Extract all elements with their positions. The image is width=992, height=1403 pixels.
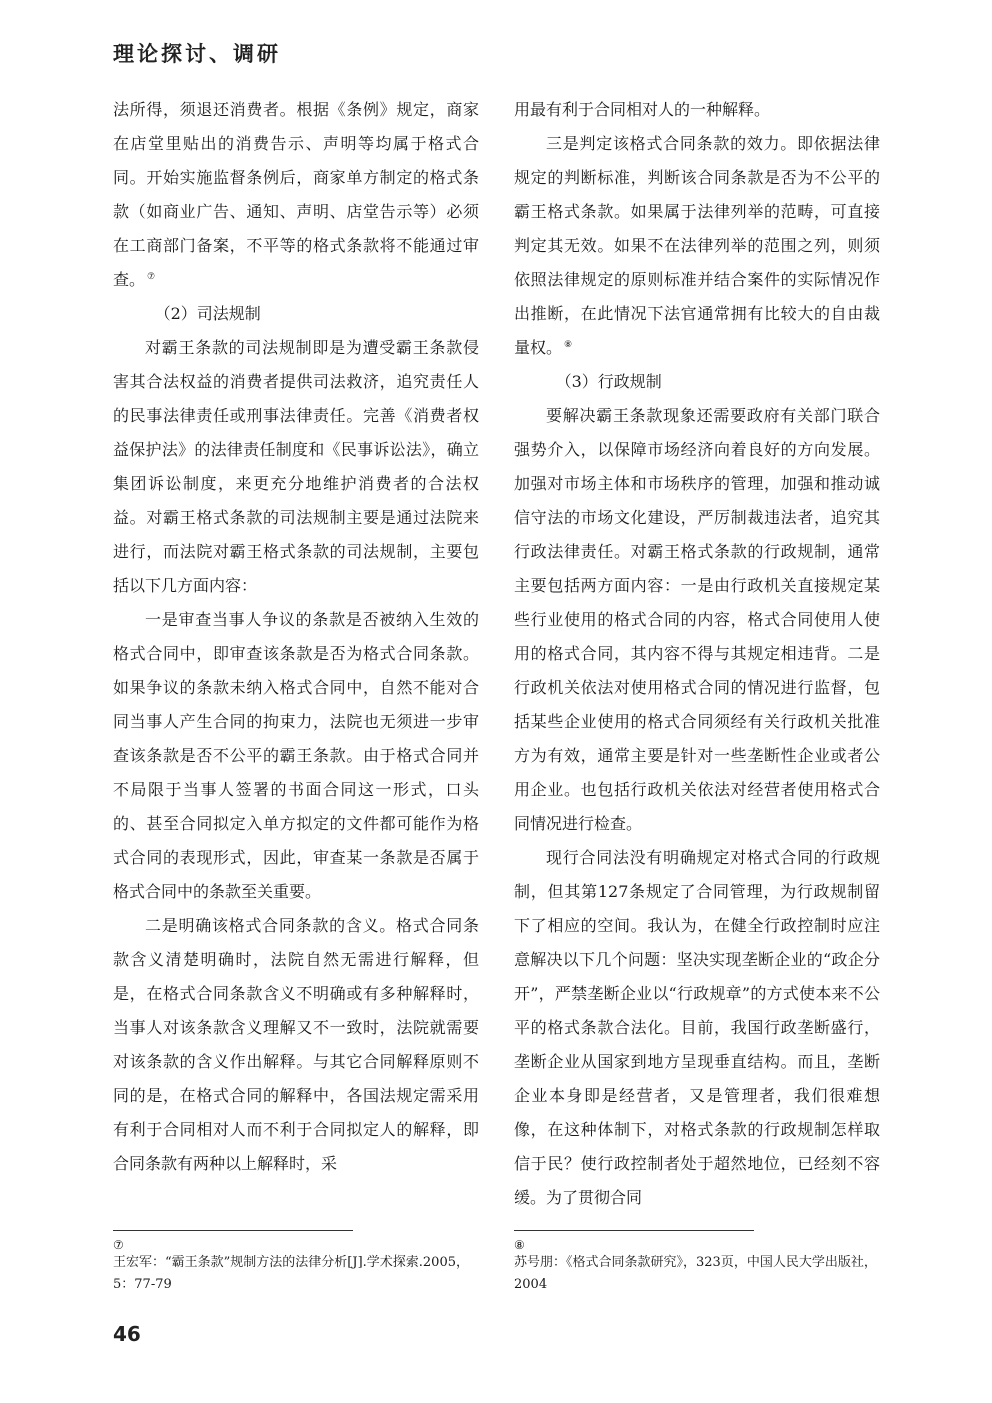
right-column [514,93,880,1215]
footnote-text: 王宏军：“霸王条款”规制方法的法律分析[J].学术探索.2005，5：77-79 [113,1255,469,1292]
footnote-divider [514,1230,754,1231]
section-heading: （3）行政规制 [555,372,662,391]
paragraph: 现行合同法没有明确规定对格式合同的行政规制，但其第127条规定了合同管理，为行政规制留下了相应的空间。我认为，在健全行政控制时应注意解决以下几个问题：坚决实现垄断企业的“政企分开”，严禁垄断企业以“行政规章”的方式使本来不公平的格式条款合法化。目前，我国行政垄断盛行，垄断企业从国家到地方呈现垂直结构。而且，垄断企业本身即是经营者，又是管理者，我们很难想像，在这种体制下，对格式条款的行政规制怎样取信于民？使行政控制者处于超然地位，已经刻不容缓。为了贯彻合同 [514,848,880,1207]
footnote-right [514,1238,880,1296]
paragraph [113,93,479,297]
footnote-marker: ⑧ [564,339,573,350]
paragraph-text: 法所得，须退还消费者。根据《条例》规定，商家在店堂里贴出的消费告示、声明等均属于格式合同。开始实施监督条例后，商家单方制定的格式条款（如商业广告、通知、声明、店堂告示等）必须在工商部门备案，不平等的格式条款将不能通过审查。 [113,100,479,289]
footnote-marker: ⑧ [514,1238,525,1252]
page-number: 46 [113,1322,141,1346]
paragraph: 用最有利于合同相对人的一种解释。 [514,100,771,119]
paragraph: 一是审查当事人争议的条款是否被纳入生效的格式合同中，即审查该条款是否为格式合同条款。如果争议的条款未纳入格式合同中，自然不能对合同当事人产生合同的拘束力，法院也无须进一步审查该条款是否不公平的霸王条款。由于格式合同并不局限于当事人签署的书面合同这一形式，口头的、甚至合同拟定入单方拟定的文件都可能作为格式合同的表现形式，因此，审查某一条款是否属于格式合同中的条款至关重要。 [113,610,479,901]
left-column [113,93,479,1181]
paragraph-text: 三是判定该格式合同条款的效力。即依据法律规定的判断标准，判断该合同条款是否为不公平的霸王格式条款。如果属于法律列举的范畴，可直接判定其无效。如果不在法律列举的范围之列，则须依照法律规定的原则标准并结合案件的实际情况作出推断，在此情况下法官通常拥有比较大的自由裁量权。 [514,134,880,357]
paragraph: 要解决霸王条款现象还需要政府有关部门联合强势介入，以保障市场经济向着良好的方向发展。加强对市场主体和市场秩序的管理，加强和推动诚信守法的市场文化建设，严厉制裁违法者，追究其行政法律责任。对霸王格式条款的行政规制，通常主要包括两方面内容：一是由行政机关直接规定某些行业使用的格式合同的内容，格式合同使用人使用的格式合同，其内容不得与其规定相违背。二是行政机关依法对使用格式合同的情况进行监督，包括某些企业使用的格式合同须经有关行政机关批准方为有效，通常主要是针对一些垄断性企业或者公用企业。也包括行政机关依法对经营者使用格式合同情况进行检查。 [514,406,880,833]
footnote-text: 苏号朋：《格式合同条款研究》，323页，中国人民大学出版社，2004 [514,1255,877,1292]
paragraph: 二是明确该格式合同条款的含义。格式合同条款含义清楚明确时，法院自然无需进行解释，但是，在格式合同条款含义不明确或有多种解释时，当事人对该条款含义理解又不一致时，法院就需要对该条款的含义作出解释。与其它合同解释原则不同的是，在格式合同的解释中，各国法规定需采用有利于合同相对人而不利于合同拟定人的解释，即合同条款有两种以上解释时，采 [113,916,479,1173]
section-heading: （2）司法规制 [154,304,261,323]
footnote-marker: ⑦ [113,1238,124,1252]
footnote-marker: ⑦ [147,271,156,282]
footnote-divider [113,1230,353,1231]
paragraph: 对霸王条款的司法规制即是为遭受霸王条款侵害其合法权益的消费者提供司法救济，追究责任人的民事法律责任或刑事法律责任。完善《消费者权益保护法》的法律责任制度和《民事诉讼法》，确立集团诉讼制度，来更充分地维护消费者的合法权益。对霸王格式条款的司法规制主要是通过法院来进行，而法院对霸王格式条款的司法规制，主要包括以下几方面内容： [113,338,479,595]
page-header-title: 理论探讨、调研 [113,42,281,66]
footnote-left [113,1238,479,1296]
paragraph [514,127,880,365]
